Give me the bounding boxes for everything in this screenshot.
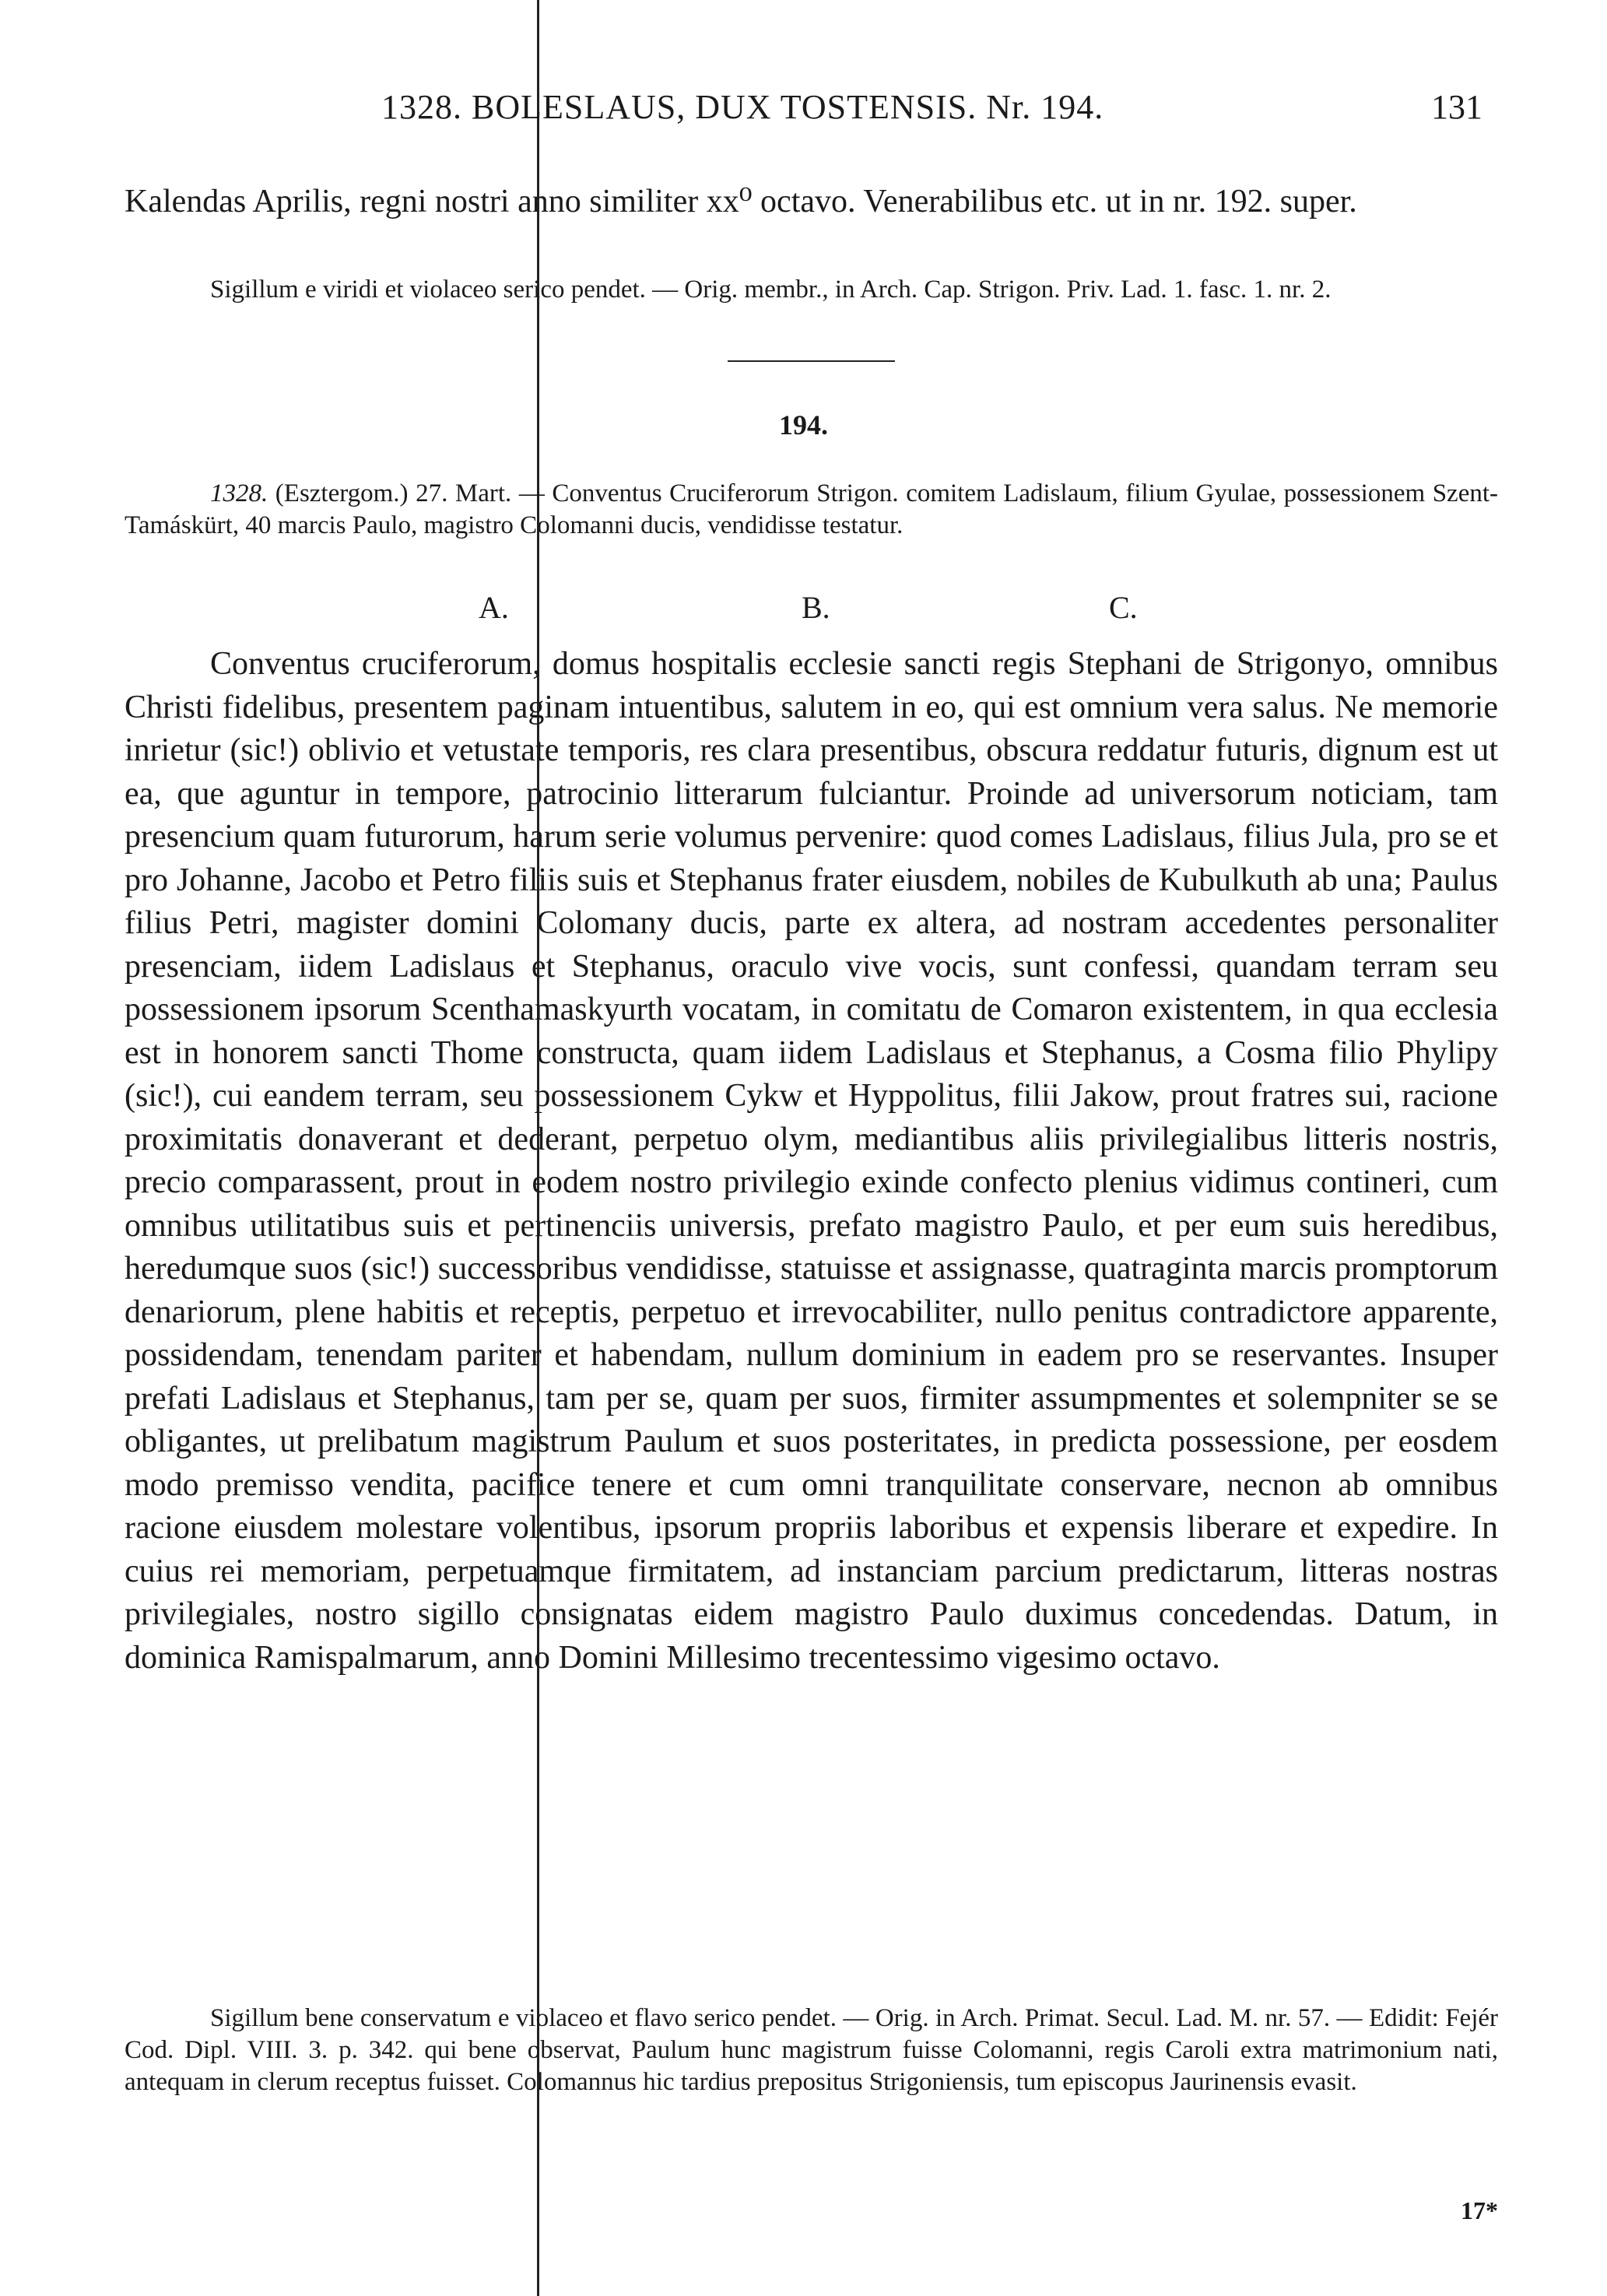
document-note-text: Sigillum bene conservatum e violaceo et flavo serico pendet. — Orig. in Arch. Primat. Secul. Lad. M. nr. 57. — Edidit: Fejér Cod. Dipl. VIII. 3. p. 342. qui bene observat, Paulum hunc magistrum fuisse Colomanni, regis Caroli extra matrimonium nati, antequam in clerum receptus fuisset. Colomannus hic tardius prepositus Strigoniensis, tum episcopus Jaurinensis evasit.	[125, 2004, 1498, 2096]
edition-marker-c: C.	[1109, 590, 1138, 625]
edition-marker-b: B.	[802, 590, 830, 625]
signature-mark: 17*	[1461, 2196, 1498, 2224]
previous-document-note-text: Sigillum e viridi et violaceo serico pendet. — Orig. membr., in Arch. Cap. Strigon. Priv. Lad. 1. fasc. 1. nr. 2.	[210, 276, 1332, 304]
regest-text	[125, 478, 1498, 542]
document-number: 194.	[779, 409, 828, 441]
edition-marker-a: A.	[479, 590, 509, 625]
regest-date: 1328.	[210, 479, 268, 507]
previous-document-text: Kalendas Aprilis, regni nostri anno similiter xx⁰ octavo. Venerabilibus etc. ut in nr. 192. super.	[125, 184, 1357, 219]
running-head	[125, 87, 1482, 134]
document-note	[125, 2003, 1498, 2098]
previous-document-end	[125, 181, 1498, 224]
edition-markers	[125, 589, 1498, 628]
regest	[125, 478, 1498, 542]
separator-rule	[728, 360, 895, 362]
charter-paragraph: Conventus cruciferorum, domus hospitalis ecclesie sancti regis Stephani de Strigonyo, omnibus Christi fidelibus, presentem paginam intuentibus, salutem in eo, qui est omnium vera salus. Ne memorie inrietur (sic!) oblivio et vetustate temporis, res clara presentibus, obscura reddatur futuris, dignum est ut ea, que aguntur in tempore, patrocinio litterarum fulciantur. Proinde ad universorum noticiam, tam presencium quam futurorum, harum serie volumus pervenire: quod comes Ladislaus, filius Jula, pro se et pro Johanne, Jacobo et Petro filiis suis et Stephanus frater eiusdem, nobiles de Kubulkuth ab una; Paulus filius Petri, magister domini Colomany ducis, parte ex altera, ad nostram accedentes personaliter presenciam, iidem Ladislaus et Stephanus, oraculo vive vocis, sunt confessi, quandam terram seu possessionem ipsorum Scenthamaskyurth vocatam, in comitatu de Comaron existentem, in qua ecclesia est in honorem sancti Thome constructa, quam iidem Ladislaus et Stephanus, a Cosma filio Phylipy (sic!), cui eandem terram, seu possessionem Cykw et Hyppolitus, filii Jakow, prout fratres sui, racione proximitatis donaverant et dederant, perpetuo olym, mediantibus aliis privilegialibus litteris nostris, precio comparassent, prout in eodem nostro privilegio exinde confecto plenius vidimus contineri, cum omnibus utilitatibus suis et pertinenciis universis, prefato magistro Paulo, et per eum suis heredibus, heredumque suos (sic!) successoribus vendidisse, statuisse et assignasse, quatraginta marcis promptorum denariorum, plene habitis et receptis, perpetuo et irrevocabiliter, nullo penitus contradictore apparente, possidendam, tenendam pariter et habendam, nullum dominium in eadem pro se reservantes. Insuper prefati Ladislaus et Stephanus, tam per se, quam per suos, firmiter assumpmentes et solempniter se se obligantes, ut prelibatum magistrum Paulum et suos posteritates, in predicta possessione, per eosdem modo premisso vendita, pacifice tenere et cum omni tranquilitate conservare, necnon ab omnibus racione eiusdem molestare volentibus, ipsorum propriis laboribus et expensis liberare et expedire. In cuius rei memoriam, perpetuamque firmitatem, ad instanciam parcium predictarum, litteras nostras privilegiales, nostro sigillo consignatas eidem magistro Paulo duximus concedendas. Datum, in dominica Ramispalmarum, anno Domini Millesimo trecentessimo vigesimo octavo.	[125, 646, 1498, 1676]
running-title: 1328. BOLESLAUS, DUX TOSTENSIS. Nr. 194.	[381, 88, 1104, 126]
page-number: 131	[1431, 88, 1482, 126]
charter-text	[125, 643, 1498, 1680]
previous-document-note	[125, 274, 1498, 306]
regest-body: (Esztergom.) 27. Mart. — Conventus Cruciferorum Strigon. comitem Ladislaum, filium Gyulae, possessionem Szent-Tamáskürt, 40 marcis Paulo, magistro Colomanni ducis, vendidisse testatur.	[125, 479, 1498, 539]
